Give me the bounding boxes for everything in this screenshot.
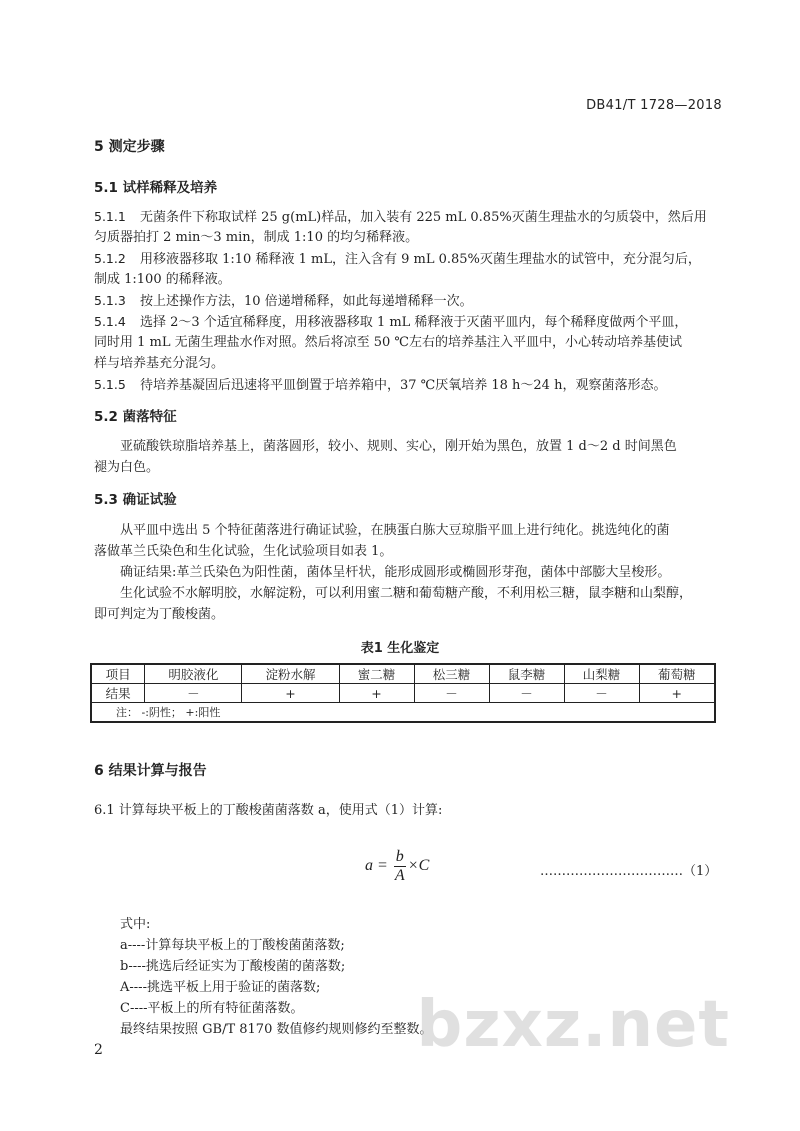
table-cell: － (414, 684, 489, 703)
table-cell: + (339, 684, 414, 703)
formula-lhs: a = (365, 857, 392, 875)
formula-1 (365, 848, 429, 885)
clause-text: 用移液器移取 1:10 稀释液 1 mL，注入含有 9 mL 0.85%灭菌生理盐水的试管中，充分混匀后， (140, 252, 701, 267)
table-header-cell: 鼠李糖 (489, 664, 564, 684)
formula-rhs: ×C (407, 857, 430, 875)
table-note: 注： -:阴性； +:阳性 (91, 703, 715, 723)
clause-number: 5.1.5 (94, 377, 126, 392)
table-header-cell: 明胶液化 (145, 664, 242, 684)
formula-fraction (394, 848, 406, 885)
where-line: A----挑选平板上用于验证的菌落数; (120, 980, 321, 995)
para-5-3-1: 从平皿中选出 5 个特征菌落进行确证试验，在胰蛋白胨大豆琼脂平皿上进行纯化。挑选纯化的菌 (120, 523, 670, 538)
table-caption: 表1 生化鉴定 (360, 641, 440, 656)
section-5-2-title: 5.2 菌落特征 (94, 409, 177, 425)
table-header-cell: 松三糖 (414, 664, 489, 684)
para-5-1-2-cont: 制成 1:100 的稀释液。 (94, 272, 231, 287)
para-5-1-2 (94, 248, 701, 270)
clause-text: 无菌条件下称取试样 25 g(mL)样品，加入装有 225 mL 0.85%灭菌生理盐水的匀质袋中，然后用 (140, 210, 707, 225)
para-5-1-5 (94, 374, 666, 396)
para-5-1-1-cont: 匀质器拍打 2 min～3 min，制成 1:10 的均匀稀释液。 (94, 230, 419, 245)
where-line: C----平板上的所有特征菌落数。 (120, 1001, 304, 1016)
para-5-1-4-cont2: 样与培养基充分混匀。 (94, 356, 225, 371)
watermark: bzxz.net (416, 988, 730, 1062)
clause-number: 5.1.1 (94, 209, 126, 224)
clause-text: 按上述操作方法，10 倍递增稀释，如此每递增稀释一次。 (140, 294, 473, 309)
table-cell: + (242, 684, 339, 703)
para-5-3-2: 确证结果:革兰氏染色为阳性菌，菌体呈杆状，能形成圆形或椭圆形芽孢，菌体中部膨大呈梭形。 (120, 565, 671, 580)
para-5-1-1 (94, 206, 707, 228)
formula-denominator: A (394, 867, 405, 884)
table-header-cell: 项目 (91, 664, 145, 684)
clause-number: 5.1.2 (94, 251, 126, 266)
table-header-row (91, 664, 715, 684)
where-line: 最终结果按照 GB/T 8170 数值修约规则修约至整数。 (120, 1022, 433, 1037)
where-line: 式中: (120, 917, 151, 932)
table-header-cell: 葡萄糖 (639, 664, 715, 684)
clause-number: 5.1.4 (94, 314, 126, 329)
para-5-3-1-cont: 落做革兰氏染色和生化试验，生化试验项目如表 1。 (94, 544, 393, 559)
section-5-3-title: 5.3 确证试验 (94, 492, 177, 508)
page-number: 2 (94, 1042, 103, 1058)
clause-number: 5.1.3 (94, 293, 126, 308)
table-header-cell: 淀粉水解 (242, 664, 339, 684)
para-5-1-4-cont: 同时用 1 mL 无菌生理盐水作对照。然后将凉至 50 ℃左右的培养基注入平皿中，小心转动培养基使试 (94, 335, 682, 350)
para-5-2-cont: 褪为白色。 (94, 460, 160, 475)
section-5-1-title: 5.1 试样稀释及培养 (94, 180, 218, 196)
table-note-row (91, 703, 715, 723)
para-5-3-3-cont: 即可判定为丁酸梭菌。 (94, 607, 225, 622)
table-cell: － (145, 684, 242, 703)
para-5-2: 亚硫酸铁琼脂培养基上，菌落圆形，较小、规则、实心，刚开始为黑色，放置 1 d～2 d 时间黑色 (120, 439, 677, 454)
biochemical-table (90, 663, 716, 723)
table-cell: － (564, 684, 639, 703)
table-cell: + (639, 684, 715, 703)
where-line: b----挑选后经证实为丁酸梭菌的菌落数; (120, 959, 346, 974)
clause-text: 选择 2～3 个适宜稀释度，用移液器移取 1 mL 稀释液于灭菌平皿内，每个稀释度做两个平皿， (140, 315, 688, 330)
where-line: a----计算每块平板上的丁酸梭菌菌落数; (120, 938, 345, 953)
section-5-title: 5 测定步骤 (94, 139, 165, 155)
document-code: DB41/T 1728—2018 (586, 98, 722, 113)
table-header-cell: 山梨糖 (564, 664, 639, 684)
para-6-1: 6.1 计算每块平板上的丁酸梭菌菌落数 a，使用式（1）计算: (94, 803, 443, 818)
table-row (91, 684, 715, 703)
para-5-1-3 (94, 290, 473, 312)
table-header-cell: 蜜二糖 (339, 664, 414, 684)
table-cell: － (489, 684, 564, 703)
para-5-1-4 (94, 311, 687, 333)
equation-number: ……………………………（1） (540, 864, 718, 879)
clause-text: 待培养基凝固后迅速将平皿倒置于培养箱中，37 ℃厌氧培养 18 h～24 h，观察菌落形态。 (140, 378, 667, 393)
para-5-3-3: 生化试验不水解明胶，水解淀粉，可以利用蜜二糖和葡萄糖产酸，不利用松三糖，鼠李糖和山梨醇， (120, 586, 693, 601)
table-cell: 结果 (91, 684, 145, 703)
formula-numerator: b (395, 848, 404, 865)
section-6-title: 6 结果计算与报告 (94, 763, 207, 779)
